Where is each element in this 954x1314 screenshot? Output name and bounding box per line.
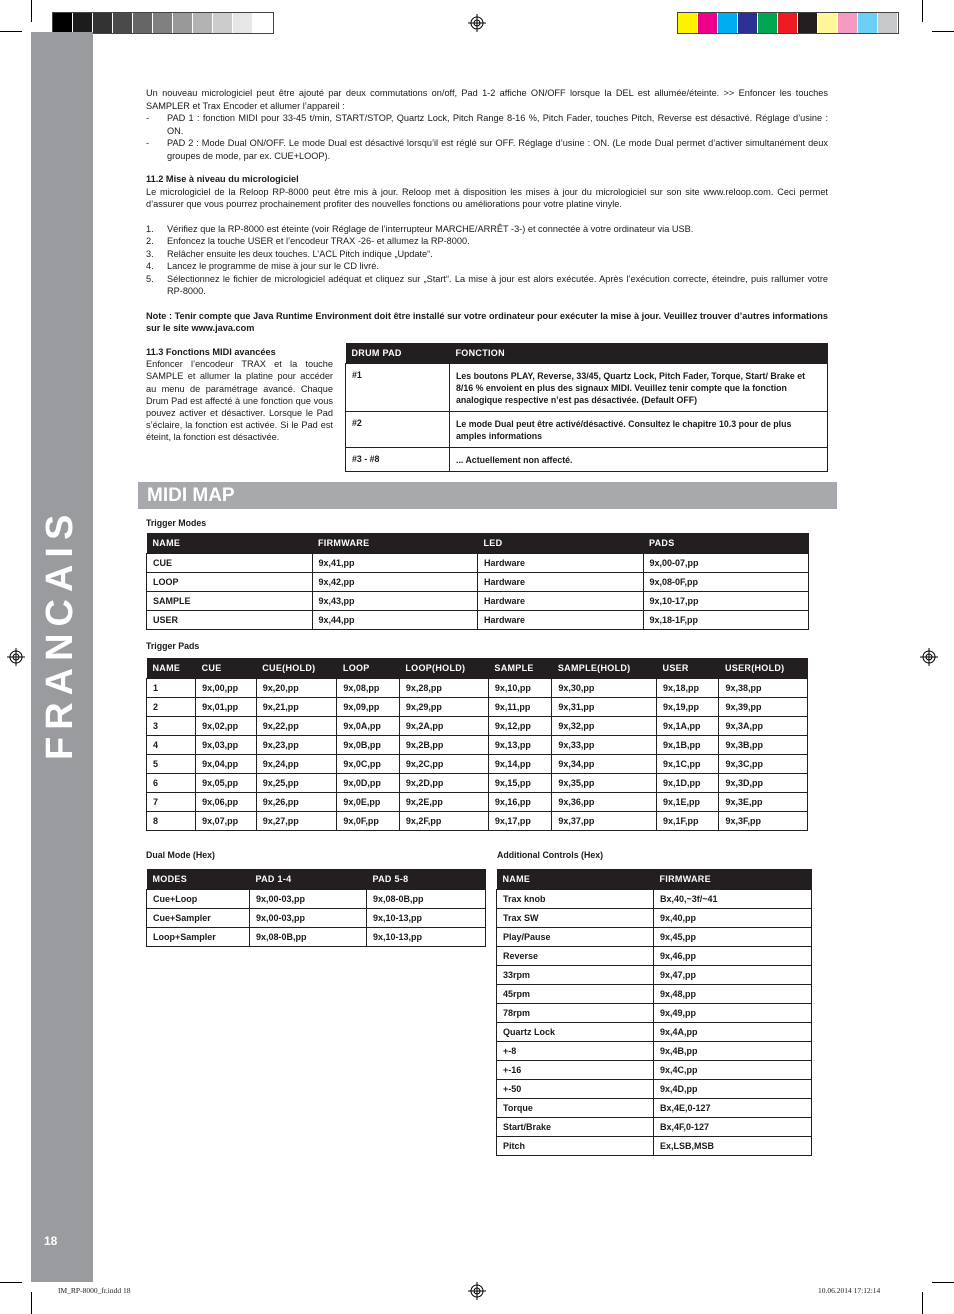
color-swatch — [73, 13, 93, 33]
section-heading: 11.2 Mise à niveau du micrologiciel — [146, 174, 299, 184]
color-swatch — [173, 13, 193, 33]
crop-mark — [31, 1292, 32, 1314]
table-cell: 9x,0F,pp — [337, 812, 399, 831]
file-slug: IM_RP-8000_fr.indd 18 — [58, 1286, 131, 1295]
table-cell: 9x,12,pp — [488, 717, 551, 736]
table-cell: 4 — [147, 736, 196, 755]
table-cell: 9x,4C,pp — [654, 1061, 812, 1080]
table-row — [147, 679, 808, 698]
section-paragraph: Le micrologiciel de la Reloop RP-8000 peut être mis à jour. Reloop met à disposition les mises à jour du micrologiciel sur son site www.reloop.com. Ceci permet d’assurer que vous pourrez prochainement profiter des nouvelles fonctions ou améliorations pour votre platine vinyle. — [146, 186, 828, 209]
table-cell: 9x,4B,pp — [654, 1042, 812, 1061]
table-cell: 9x,3A,pp — [719, 717, 808, 736]
table-cell: 9x,03,pp — [196, 736, 257, 755]
table-row — [497, 1080, 812, 1099]
table-cell: 9x,36,pp — [552, 793, 657, 812]
table-cell: 9x,1D,pp — [657, 774, 719, 793]
trigger-pads-table — [146, 658, 808, 831]
table-cell: Bx,4E,0-127 — [654, 1099, 812, 1118]
color-swatch — [193, 13, 213, 33]
midi-map-title: MIDI MAP — [147, 485, 235, 506]
list-item: - PAD 1 : fonction MIDI pour 33-45 t/min, START/STOP, Quartz Lock, Pitch Range 8-16 %, Pitch Fader, touches Pitch, Reverse est désactivé. Réglage d’usine : ON. — [146, 113, 828, 136]
table-header-row — [346, 343, 828, 364]
table-cell: Hardware — [478, 592, 644, 611]
table-row — [147, 774, 808, 793]
advanced-midi-section — [146, 346, 333, 444]
column-header: NAME — [147, 658, 196, 679]
table-cell: 9x,0A,pp — [337, 717, 399, 736]
color-swatch — [153, 13, 173, 33]
table-cell: Hardware — [478, 611, 644, 630]
color-swatch — [758, 13, 778, 33]
table-row — [497, 966, 812, 985]
table-cell: 8 — [147, 812, 196, 831]
column-header: LOOP(HOLD) — [399, 658, 488, 679]
table-cell: 9x,18,pp — [657, 679, 719, 698]
registration-mark-icon — [920, 648, 938, 666]
table-cell: 9x,1A,pp — [657, 717, 719, 736]
table-cell: 33rpm — [497, 966, 654, 985]
table-cell: 9x,2C,pp — [399, 755, 488, 774]
table-cell: 9x,40,pp — [654, 909, 812, 928]
color-swatch — [678, 13, 698, 33]
table-cell: 9x,02,pp — [196, 717, 257, 736]
table-cell: #1 — [346, 364, 450, 412]
table-cell: CUE — [147, 554, 313, 573]
table-cell: USER — [147, 611, 313, 630]
table-cell: ... Actuellement non affecté. — [450, 448, 828, 472]
table-cell: 9x,00-03,pp — [250, 909, 367, 928]
table-cell: +-50 — [497, 1080, 654, 1099]
table-cell: 9x,11,pp — [488, 698, 551, 717]
color-swatch — [233, 13, 253, 33]
table-cell: 9x,24,pp — [256, 755, 337, 774]
registration-mark-icon — [468, 1282, 486, 1300]
table-cell: 1 — [147, 679, 196, 698]
table-cell: 9x,0C,pp — [337, 755, 399, 774]
table-cell: 7 — [147, 793, 196, 812]
table-cell: 9x,2B,pp — [399, 736, 488, 755]
trigger-modes-table — [146, 533, 809, 630]
table-cell: 2 — [147, 698, 196, 717]
table-cell: 9x,16,pp — [488, 793, 551, 812]
table-cell: 9x,31,pp — [552, 698, 657, 717]
table-row — [497, 909, 812, 928]
table-cell: 9x,08,pp — [337, 679, 399, 698]
column-header: LOOP — [337, 658, 399, 679]
column-header: PADS — [643, 533, 809, 554]
table-cell: 9x,0E,pp — [337, 793, 399, 812]
color-swatch — [133, 13, 153, 33]
table-cell: 9x,0D,pp — [337, 774, 399, 793]
language-title: FRANCAIS — [39, 507, 81, 760]
table-cell: 9x,2E,pp — [399, 793, 488, 812]
table-cell: 9x,06,pp — [196, 793, 257, 812]
table-row — [497, 1061, 812, 1080]
column-header: FIRMWARE — [312, 533, 478, 554]
table-row — [147, 592, 809, 611]
color-swatch — [53, 13, 73, 33]
table-row — [147, 755, 808, 774]
table-cell: Torque — [497, 1099, 654, 1118]
table-cell: 9x,49,pp — [654, 1004, 812, 1023]
table-cell: 9x,08-0F,pp — [643, 573, 809, 592]
table-cell: Pitch — [497, 1137, 654, 1156]
table-cell: Trax knob — [497, 890, 654, 909]
color-swatch — [213, 13, 233, 33]
update-steps-list — [146, 223, 828, 298]
column-header: FONCTION — [450, 343, 828, 364]
table-cell: 9x,38,pp — [719, 679, 808, 698]
table-row — [346, 412, 828, 448]
table-cell: 9x,17,pp — [488, 812, 551, 831]
table-header-row — [147, 869, 486, 890]
table-cell: 9x,01,pp — [196, 698, 257, 717]
table-cell: 9x,3D,pp — [719, 774, 808, 793]
trigger-pads-label: Trigger Pads — [146, 641, 200, 651]
midi-map-header — [138, 482, 837, 509]
table-cell: 9x,1E,pp — [657, 793, 719, 812]
intro-section — [146, 87, 828, 162]
table-row — [497, 1004, 812, 1023]
registration-mark-icon — [468, 14, 486, 32]
table-cell: 9x,05,pp — [196, 774, 257, 793]
table-cell: 9x,18-1F,pp — [643, 611, 809, 630]
table-cell: Start/Brake — [497, 1118, 654, 1137]
table-cell: 9x,15,pp — [488, 774, 551, 793]
table-cell: 9x,47,pp — [654, 966, 812, 985]
table-cell: +-8 — [497, 1042, 654, 1061]
column-header: PAD 1-4 — [250, 869, 367, 890]
table-cell: Reverse — [497, 947, 654, 966]
table-row — [497, 1137, 812, 1156]
table-row — [147, 793, 808, 812]
print-timestamp: 10.06.2014 17:12:14 — [818, 1286, 881, 1295]
table-cell: 9x,13,pp — [488, 736, 551, 755]
table-cell: 9x,4A,pp — [654, 1023, 812, 1042]
table-cell: 9x,00-07,pp — [643, 554, 809, 573]
table-cell: 9x,46,pp — [654, 947, 812, 966]
table-cell: 9x,00,pp — [196, 679, 257, 698]
table-cell: 9x,3F,pp — [719, 812, 808, 831]
column-header: CUE(HOLD) — [256, 658, 337, 679]
table-cell: 9x,23,pp — [256, 736, 337, 755]
table-cell: 9x,08-0B,pp — [250, 928, 367, 947]
table-cell: 9x,3E,pp — [719, 793, 808, 812]
column-header: USER — [657, 658, 719, 679]
table-row — [147, 736, 808, 755]
table-cell: 9x,41,pp — [312, 554, 478, 573]
list-item: 4. Lancez le programme de mise à jour sur le CD livré. — [146, 261, 379, 271]
table-cell: 9x,3C,pp — [719, 755, 808, 774]
column-header: FIRMWARE — [654, 869, 812, 890]
table-cell: 9x,43,pp — [312, 592, 478, 611]
table-row — [497, 1023, 812, 1042]
table-cell: Ex,LSB,MSB — [654, 1137, 812, 1156]
column-header: NAME — [147, 533, 313, 554]
dual-mode-label: Dual Mode (Hex) — [146, 850, 215, 860]
table-row — [147, 698, 808, 717]
table-row — [497, 947, 812, 966]
table-header-row — [497, 869, 812, 890]
table-row — [497, 1118, 812, 1137]
table-cell: Le mode Dual peut être activé/désactivé. Consultez le chapitre 10.3 pour de plus amples informations — [450, 412, 828, 448]
table-cell: Cue+Loop — [147, 890, 250, 909]
color-swatch — [738, 13, 758, 33]
column-header: LED — [478, 533, 644, 554]
table-cell: 9x,21,pp — [256, 698, 337, 717]
table-cell: 9x,1B,pp — [657, 736, 719, 755]
trigger-modes-label: Trigger Modes — [146, 518, 207, 528]
table-cell: 9x,1F,pp — [657, 812, 719, 831]
column-header: USER(HOLD) — [719, 658, 808, 679]
firmware-update-section — [146, 173, 828, 335]
table-cell: Quartz Lock — [497, 1023, 654, 1042]
crop-mark — [922, 0, 923, 22]
column-header: NAME — [497, 869, 654, 890]
table-cell: 9x,33,pp — [552, 736, 657, 755]
color-swatch — [718, 13, 738, 33]
additional-controls-label: Additional Controls (Hex) — [497, 850, 604, 860]
table-cell: 9x,2F,pp — [399, 812, 488, 831]
table-cell: 9x,10,pp — [488, 679, 551, 698]
column-header: MODES — [147, 869, 250, 890]
table-cell: 45rpm — [497, 985, 654, 1004]
color-swatch — [798, 13, 818, 33]
table-cell: 9x,22,pp — [256, 717, 337, 736]
table-cell: Les boutons PLAY, Reverse, 33/45, Quartz Lock, Pitch Fader, Torque, Start/ Brake et 8/16 % envoient en plus des signaux MIDI. Veuillez tenir compte que la fonction analogique respective n’est pas désactivée. (Default OFF) — [450, 364, 828, 412]
java-note: Note : Tenir compte que Java Runtime Environment doit être installé sur votre ordinateur pour exécuter la mise à jour. Veuillez trouver d’autres informations sur le site www.java.com — [146, 310, 828, 333]
crop-mark — [922, 1292, 923, 1314]
table-cell: 5 — [147, 755, 196, 774]
section-paragraph: Enfoncer l’encodeur TRAX et la touche SAMPLE et allumer la platine pour accéder au menu de paramétrage avancé. Chaque Drum Pad est affecté à une fonction que vous pouvez activer et désactiver. Lorsque le Pad s’éclaire, la fonction est activée. Si le Pad est éteint, la fonction est désactivée. — [146, 359, 333, 443]
list-item: 5. Sélectionnez le fichier de micrologiciel adéquat et cliquez sur „Start“. La mise à jour est alors exécutée. Après l’exécution correcte, éteindre, puis rallumer votre RP-8000. — [146, 273, 828, 296]
table-cell: 9x,32,pp — [552, 717, 657, 736]
table-cell: 9x,34,pp — [552, 755, 657, 774]
list-item: 1. Vérifiez que la RP-8000 est éteinte (voir Réglage de l’interrupteur MARCHE/ARRÊT -3-) et connectée à votre ordinateur via USB. — [146, 223, 694, 234]
page-number-box — [31, 1226, 93, 1256]
table-cell: 9x,45,pp — [654, 928, 812, 947]
table-cell: 9x,10-17,pp — [643, 592, 809, 611]
registration-mark-icon — [7, 648, 25, 666]
table-cell: Play/Pause — [497, 928, 654, 947]
color-swatch — [818, 13, 838, 33]
additional-controls-table — [496, 869, 812, 1156]
table-cell: 9x,37,pp — [552, 812, 657, 831]
table-cell: 9x,10-13,pp — [367, 928, 486, 947]
crop-mark — [932, 1282, 954, 1283]
color-swatch — [113, 13, 133, 33]
table-cell: 9x,27,pp — [256, 812, 337, 831]
table-cell: 9x,2A,pp — [399, 717, 488, 736]
table-cell: 78rpm — [497, 1004, 654, 1023]
column-header: CUE — [196, 658, 257, 679]
table-cell: 9x,35,pp — [552, 774, 657, 793]
table-cell: 9x,48,pp — [654, 985, 812, 1004]
cmyk-color-bar — [677, 12, 899, 34]
table-cell: 9x,00-03,pp — [250, 890, 367, 909]
table-cell: 9x,25,pp — [256, 774, 337, 793]
table-cell: 9x,20,pp — [256, 679, 337, 698]
table-row — [346, 364, 828, 412]
table-cell: Hardware — [478, 573, 644, 592]
table-row — [147, 890, 486, 909]
table-header-row — [147, 658, 808, 679]
table-cell: SAMPLE — [147, 592, 313, 611]
crop-mark — [0, 1282, 22, 1283]
table-cell: 9x,09,pp — [337, 698, 399, 717]
table-row — [497, 1042, 812, 1061]
gray-color-bar — [52, 12, 274, 34]
section-heading: 11.3 Fonctions MIDI avancées — [146, 347, 276, 357]
color-swatch — [878, 13, 898, 33]
table-cell: 9x,4D,pp — [654, 1080, 812, 1099]
table-row — [497, 985, 812, 1004]
table-cell: +-16 — [497, 1061, 654, 1080]
table-cell: 9x,44,pp — [312, 611, 478, 630]
table-cell: 9x,26,pp — [256, 793, 337, 812]
table-cell: Loop+Sampler — [147, 928, 250, 947]
color-swatch — [698, 13, 718, 33]
table-header-row — [147, 533, 809, 554]
table-cell: 9x,10-13,pp — [367, 909, 486, 928]
table-cell: 9x,19,pp — [657, 698, 719, 717]
table-row — [147, 611, 809, 630]
table-row — [147, 554, 809, 573]
color-swatch — [858, 13, 878, 33]
crop-mark — [31, 0, 32, 22]
table-cell: 9x,04,pp — [196, 755, 257, 774]
dual-mode-table — [146, 869, 486, 947]
list-item: 3. Relâcher ensuite les deux touches. L’ACL Pitch indique „Update“. — [146, 248, 433, 259]
table-row — [497, 1099, 812, 1118]
color-swatch — [93, 13, 113, 33]
table-row — [147, 909, 486, 928]
list-item: - PAD 2 : Mode Dual ON/OFF. Le mode Dual est désactivé lorsqu’il est réglé sur OFF. Réglage d’usine : ON. (Le mode Dual permet d’activer simultanément deux groupes de mode, par ex. CUE+LOOP). — [146, 138, 828, 161]
table-cell: Bx,40,~3f/~41 — [654, 890, 812, 909]
table-cell: 9x,28,pp — [399, 679, 488, 698]
table-cell: 9x,2D,pp — [399, 774, 488, 793]
table-row — [497, 928, 812, 947]
table-cell: 9x,14,pp — [488, 755, 551, 774]
color-swatch — [778, 13, 798, 33]
table-cell: 9x,30,pp — [552, 679, 657, 698]
table-cell: 6 — [147, 774, 196, 793]
table-cell: #3 - #8 — [346, 448, 450, 472]
table-cell: Bx,4F,0-127 — [654, 1118, 812, 1137]
column-header: PAD 5-8 — [367, 869, 486, 890]
table-cell: Cue+Sampler — [147, 909, 250, 928]
color-swatch — [253, 13, 273, 33]
list-item: 2. Enfoncez la touche USER et l’encodeur TRAX -26- et allumez la RP-8000. — [146, 236, 470, 246]
table-cell: 9x,42,pp — [312, 573, 478, 592]
table-cell: 9x,3B,pp — [719, 736, 808, 755]
table-row — [147, 717, 808, 736]
table-cell: Trax SW — [497, 909, 654, 928]
table-cell: 9x,08-0B,pp — [367, 890, 486, 909]
table-row — [147, 928, 486, 947]
column-header: SAMPLE(HOLD) — [552, 658, 657, 679]
table-cell: 9x,29,pp — [399, 698, 488, 717]
table-row — [346, 448, 828, 472]
table-cell: 9x,0B,pp — [337, 736, 399, 755]
table-cell: 9x,39,pp — [719, 698, 808, 717]
table-row — [147, 573, 809, 592]
intro-paragraph: Un nouveau micrologiciel peut être ajouté par deux commutations on/off, Pad 1-2 affiche ON/OFF lorsque la DEL est allumée/éteinte. >> Enfoncer les touches SAMPLER et Trax Encoder et allumer l’appareil : — [146, 88, 828, 111]
color-swatch — [838, 13, 858, 33]
table-row — [497, 890, 812, 909]
page-number: 18 — [44, 1234, 58, 1248]
column-header: SAMPLE — [488, 658, 551, 679]
table-cell: LOOP — [147, 573, 313, 592]
table-cell: Hardware — [478, 554, 644, 573]
drum-pad-table — [345, 343, 828, 472]
column-header: DRUM PAD — [346, 343, 450, 364]
crop-mark — [932, 31, 954, 32]
table-row — [147, 812, 808, 831]
table-cell: 3 — [147, 717, 196, 736]
crop-mark — [0, 31, 22, 32]
table-cell: #2 — [346, 412, 450, 448]
table-cell: 9x,1C,pp — [657, 755, 719, 774]
table-cell: 9x,07,pp — [196, 812, 257, 831]
